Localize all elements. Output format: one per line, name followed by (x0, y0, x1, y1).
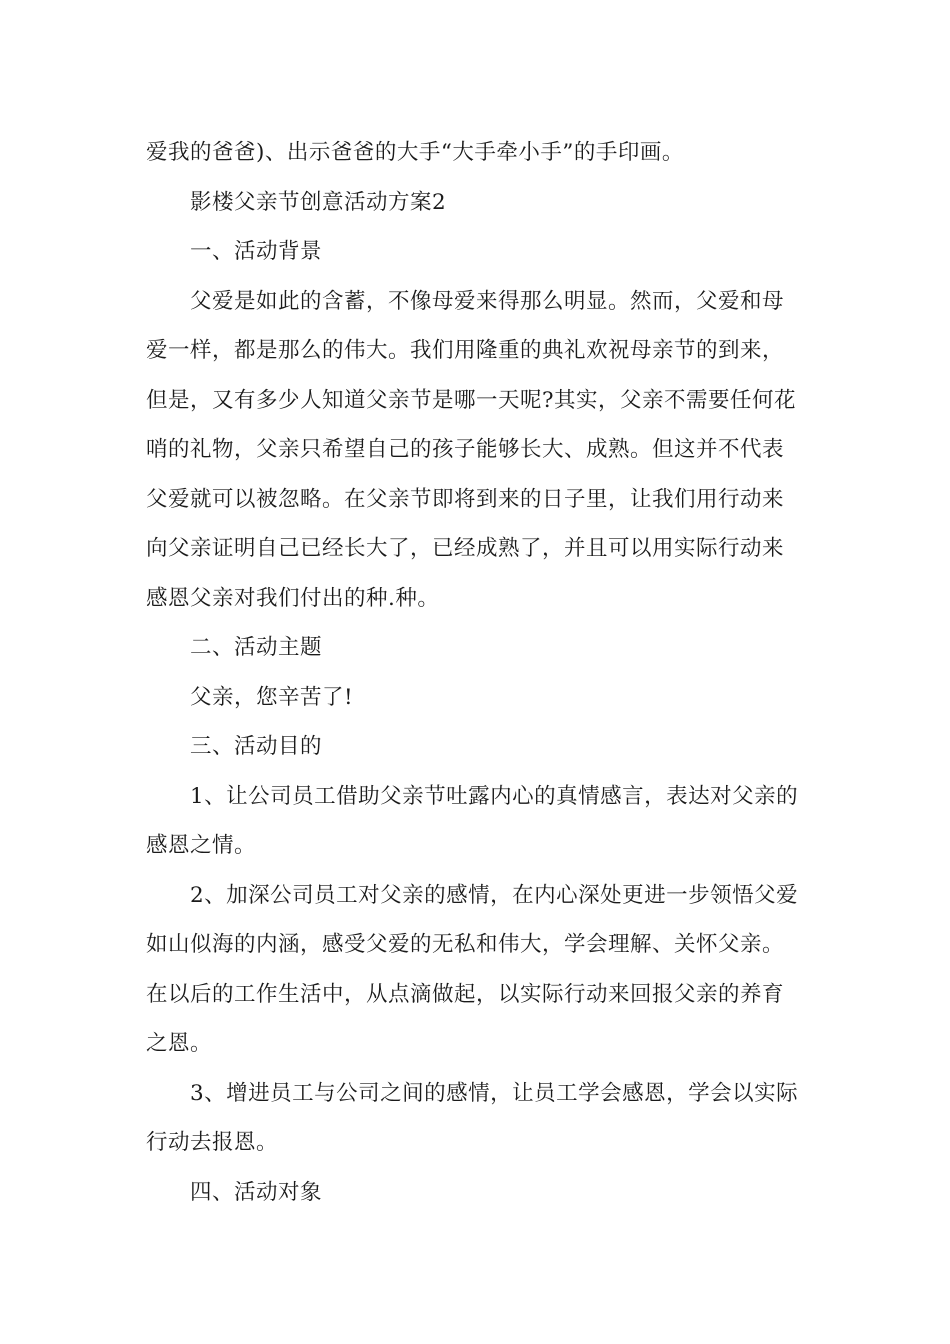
text-line: 但是，又有多少人知道父亲节是哪一天呢?其实，父亲不需要任何花 (146, 387, 797, 413)
text-line: 2、加深公司员工对父亲的感情，在内心深处更进一步领悟父爱 (190, 882, 799, 908)
text-line: 哨的礼物，父亲只希望自己的孩子能够长大、成熟。但这并不代表 (146, 437, 785, 462)
text-line: 3、增进员工与公司之间的感情，让员工学会感恩，学会以实际 (190, 1080, 799, 1106)
document-body (146, 128, 806, 1217)
section-title: 影楼父亲节创意活动方案2 (190, 189, 447, 215)
section-heading: 四、活动对象 (190, 1179, 323, 1205)
text-line: 爱我的爸爸)、出示爸爸的大手“大手牵小手”的手印画。 (146, 140, 684, 165)
text-line: 感恩之情。 (146, 833, 257, 858)
text-line: 向父亲证明自己已经长大了，已经成熟了，并且可以用实际行动来 (146, 536, 785, 561)
text-line: 之恩。 (146, 1031, 213, 1056)
text-line: 爱一样，都是那么的伟大。我们用隆重的典礼欢祝母亲节的到来， (146, 338, 785, 363)
text-line: 感恩父亲对我们付出的种.种。 (146, 585, 440, 611)
text-line: 在以后的工作生活中，从点滴做起，以实际行动来回报父亲的养育 (146, 981, 785, 1007)
section-heading: 三、活动目的 (190, 734, 323, 759)
text-line: 父爱是如此的含蓄，不像母爱来得那么明显。然而，父爱和母 (190, 288, 785, 314)
text-line: 行动去报恩。 (146, 1130, 279, 1155)
text-line: 如山似海的内涵，感受父爱的无私和伟大，学会理解、关怀父亲。 (146, 932, 785, 957)
text-line: 父亲，您辛苦了! (190, 684, 354, 710)
text-line: 1、让公司员工借助父亲节吐露内心的真情感言，表达对父亲的 (190, 783, 799, 809)
text-line: 父爱就可以被忽略。在父亲节即将到来的日子里，让我们用行动来 (146, 486, 785, 512)
section-heading: 二、活动主题 (190, 635, 323, 660)
section-heading: 一、活动背景 (190, 239, 323, 264)
